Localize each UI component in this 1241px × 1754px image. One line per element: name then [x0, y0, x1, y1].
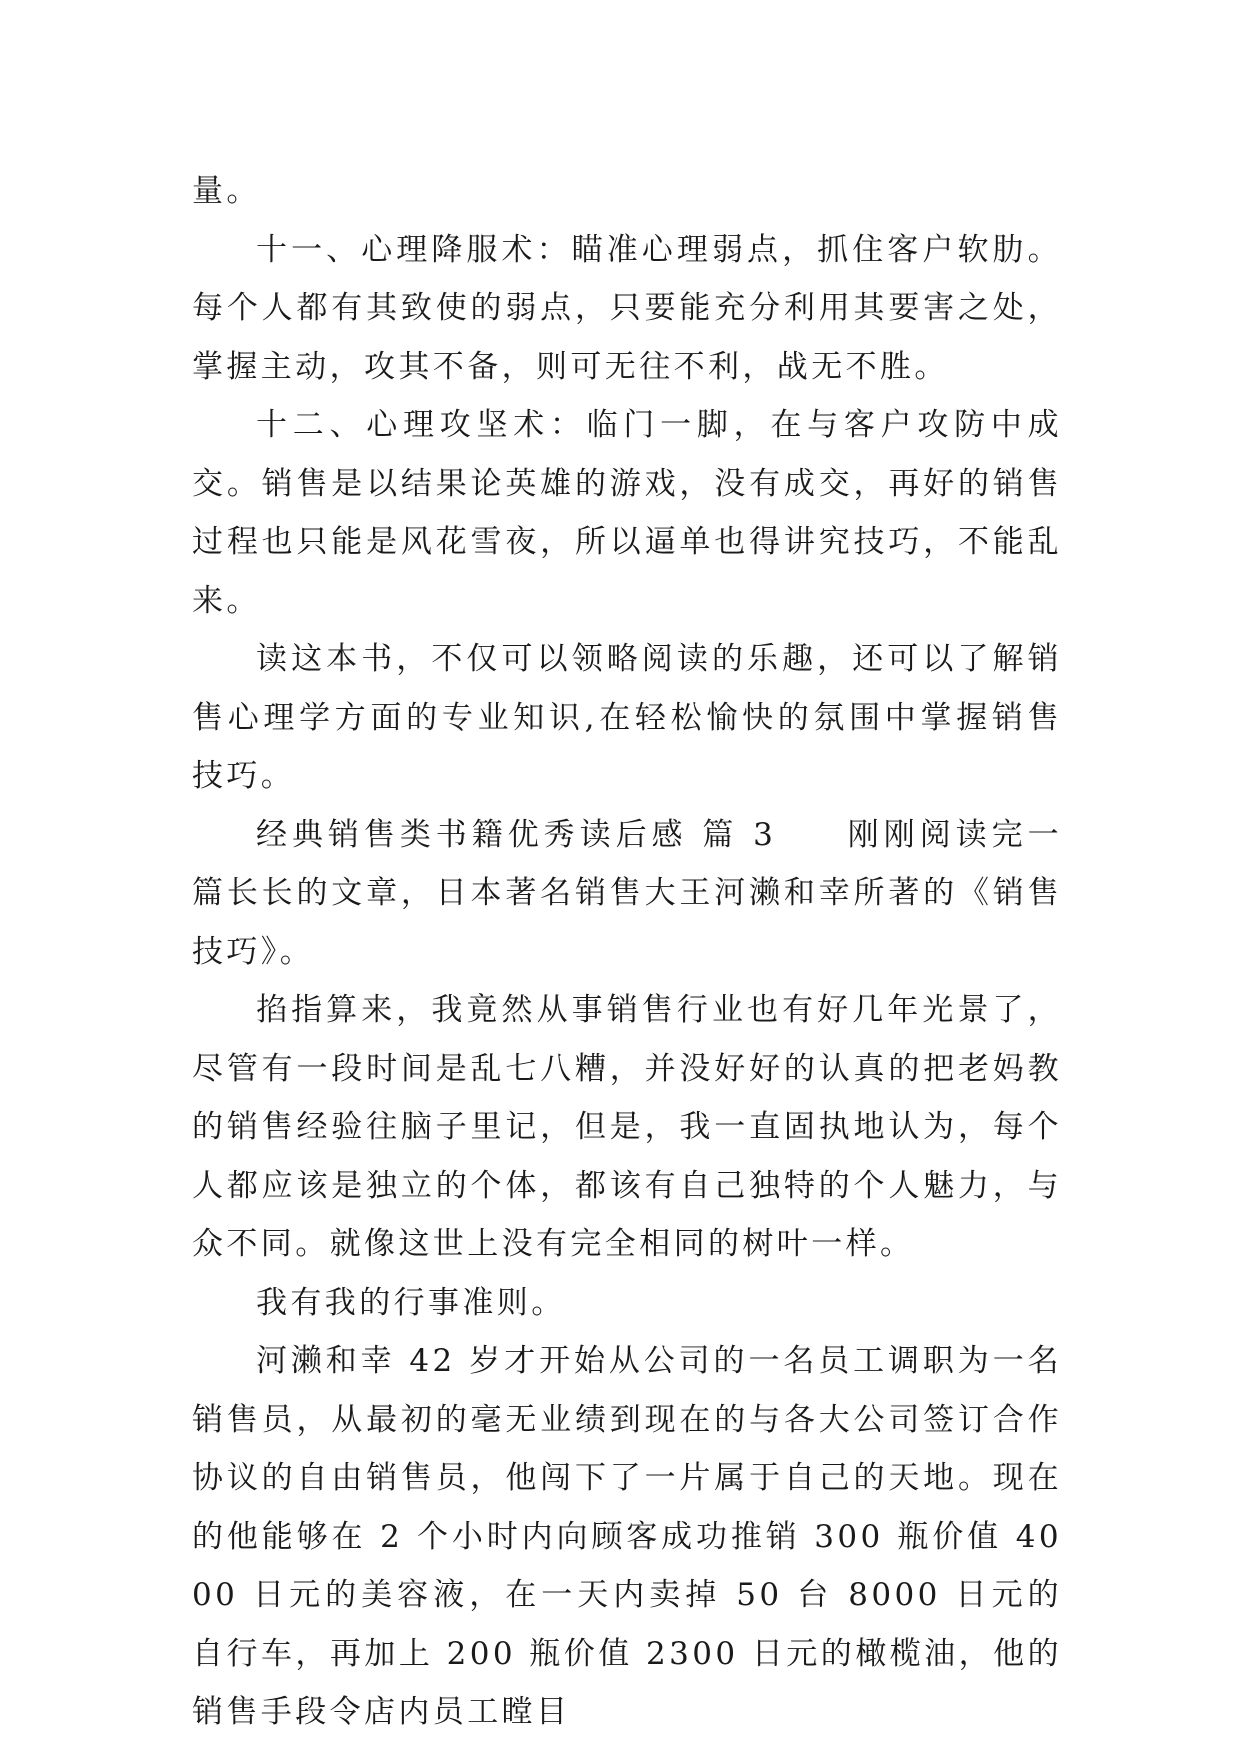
paragraph-continuation: 量。: [192, 173, 261, 209]
paragraph-book-summary: 读这本书，不仅可以领略阅读的乐趣，还可以了解销售心理学方面的专业知识,在轻松愉快的氛围中掌握销售技巧。: [192, 641, 1062, 794]
section-body-text: 刚刚阅读完一篇长长的文章，日本著名销售大王河濑和幸所著的《销售技巧》。: [192, 816, 1062, 970]
paragraph-psychological-subdue: 十一、心理降服术：瞄准心理弱点，抓住客户软肋。每个人都有其致使的弱点，只要能充分利用其要害之处，掌握主动，攻其不备，则可无往不利，战无不胜。: [192, 231, 1062, 385]
paragraph-psychological-assault: 十二、心理攻坚术：临门一脚，在与客户攻防中成交。销售是以结果论英雄的游戏，没有成交，再好的销售过程也只能是风花雪夜，所以逼单也得讲究技巧，不能乱来。: [192, 407, 1062, 619]
paragraph-principles: 我有我的行事准则。: [256, 1284, 566, 1321]
paragraph-sales-experience: 掐指算来，我竟然从事销售行业也有好几年光景了，尽管有一段时间是乱七八糟，并没好好的认真的把老妈教的销售经验往脑子里记，但是，我一直固执地认为，每个人都应该是独立的个体，都该有自己独特的个人魅力，与众不同。就像这世上没有完全相同的树叶一样。: [192, 992, 1062, 1262]
paragraph-kawase-story: 河濑和幸 42 岁才开始从公司的一名员工调职为一名销售员，从最初的毫无业绩到现在的与各大公司签订合作协议的自由销售员，他闯下了一片属于自己的天地。现在的他能够在 2 个小时内向顾客成功推销 300 瓶价值 4000 日元的美容液，在一天内卖掉 50 台 8000 日元的自行车，再加上 200 瓶价值 2300 日元的橄榄油，他的销售手段令店内员工瞠目: [192, 1343, 1062, 1730]
document-body: [192, 162, 1062, 1742]
section-heading: 经典销售类书籍优秀读后感 篇 3: [256, 816, 777, 853]
section-heading-paragraph: [192, 806, 1062, 982]
